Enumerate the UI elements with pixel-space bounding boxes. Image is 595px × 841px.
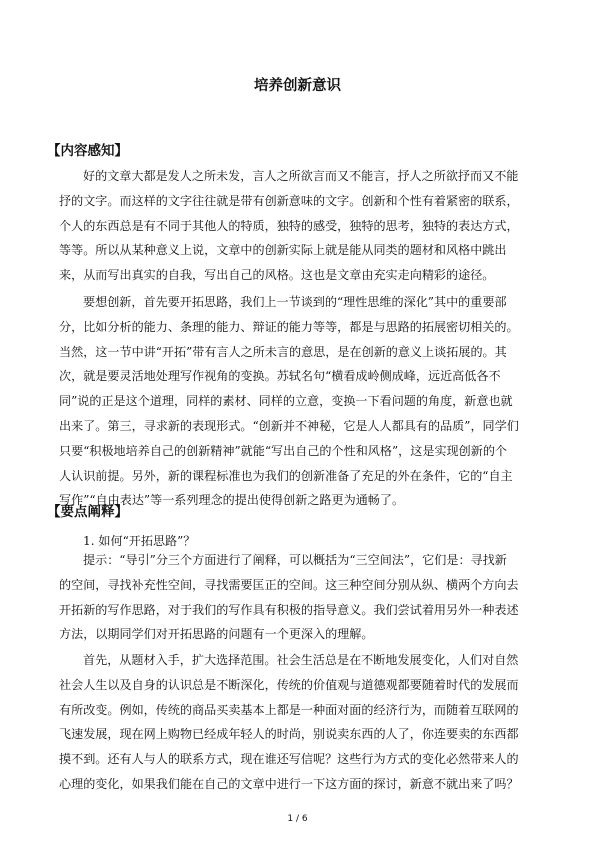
question-heading: 1. 如何“开拓思路”？ [83,534,196,548]
text-line: 分，比如分析的能力、条理的能力、辩证的能力等等，都是与思路的拓展密切相关的。 [59,319,519,334]
paragraph-intro [59,164,543,288]
text-line: 来，从而写出真实的自我，写出自己的风格。这也是文章由充实走向精彩的途径。 [59,268,495,283]
section-heading-content-perception: 【内容感知】 [47,143,128,159]
text-line: 当然，这一节中讲“开拓”带有言人之所未言的意思，是在创新的意义上谈拓展的。其 [59,344,507,359]
text-line: 个人的东西总是有不同于其他人的特质，独特的感受，独特的思考，独特的表达方式， [59,218,519,233]
text-line: 首先，从题材入手，扩大选择范围。社会生活总是在不断地发展变化，人们对自然 [83,653,519,667]
section-heading-key-points: 【要点阐释】 [47,504,128,520]
paragraph-innovation [59,290,543,513]
text-line: 人认识前提。另外，新的课程标准也为我们的创新准备了充足的外在条件，它的“自主 [59,468,513,483]
text-line: 抒的文字。而这样的文字往往就是带有创新意味的文字。创新和个性有着紧密的联系， [59,193,519,208]
text-line: 等等。所以从某种意义上说，文章中的创新实际上就是能从同类的题材和风格中跳出 [59,243,507,258]
text-line: 同”说的正是这个道理，同样的素材、同样的立意，变换一下看问题的角度，新意也就 [59,394,513,409]
text-line: 次，就是要灵活地处理写作视角的变换。苏轼名句“横看成岭侧成峰，远近高低各不 [59,369,501,384]
text-line: 出来了。第三，寻求新的表现形式。“创新并不神秘，它是人人都具有的品质”，同学们 [59,418,519,433]
text-line: 有所改变。例如，传统的商品买卖基本上都是一种面对面的经济行为，而随着互联网的 [59,702,519,717]
text-line: 只要“积极地培养自己的创新精神”就能“写出自己的个性和风格”，这是实现创新的个 [59,443,508,458]
text-line: 开拓新的写作思路，对于我们的写作具有积极的指导意义。我们尝试着用另外一种表述 [59,602,519,617]
text-line: 提示：“导引”分三个方面进行了阐释，可以概括为“三空间法”，它们是：寻找新 [83,553,507,567]
text-line: 飞速发展，现在网上购物已经成年轻人的时尚，别说卖东西的人了，你连要卖的东西都 [59,727,519,742]
paragraph-hint [59,548,543,647]
text-line: 要想创新，首先要开拓思路，我们上一节谈到的“理性思维的深化”其中的重要部 [83,295,507,309]
paragraph-topic-selection [59,648,543,797]
page-number: 1 / 6 [287,814,308,824]
text-line: 摸不到。还有人与人的联系方式，现在谁还写信呢？这些行为方式的变化必然带来人的 [59,752,519,767]
text-line: 好的文章大都是发人之所未发，言人之所欲言而又不能言，抒人之所欲抒而又不能 [83,169,519,183]
text-line: 写作”“自由表达”等一系列理念的提出使得创新之路更为通畅了。 [59,493,405,508]
text-line: 方法，以期同学们对开拓思路的问题有一个更深入的理解。 [59,627,374,642]
text-line: 社会人生以及自身的认识总是不断深化，传统的价值观与道德观都要随着时代的发展而 [59,677,519,692]
text-line: 心理的变化，如果我们能在自己的文章中进行一下这方面的探讨，新意不就出来了吗？ [59,776,519,791]
text-line: 的空间，寻找补充性空间，寻找需要匡正的空间。这三种空间分别从纵、横两个方向去 [59,577,519,592]
page-title: 培养创新意识 [254,78,341,94]
